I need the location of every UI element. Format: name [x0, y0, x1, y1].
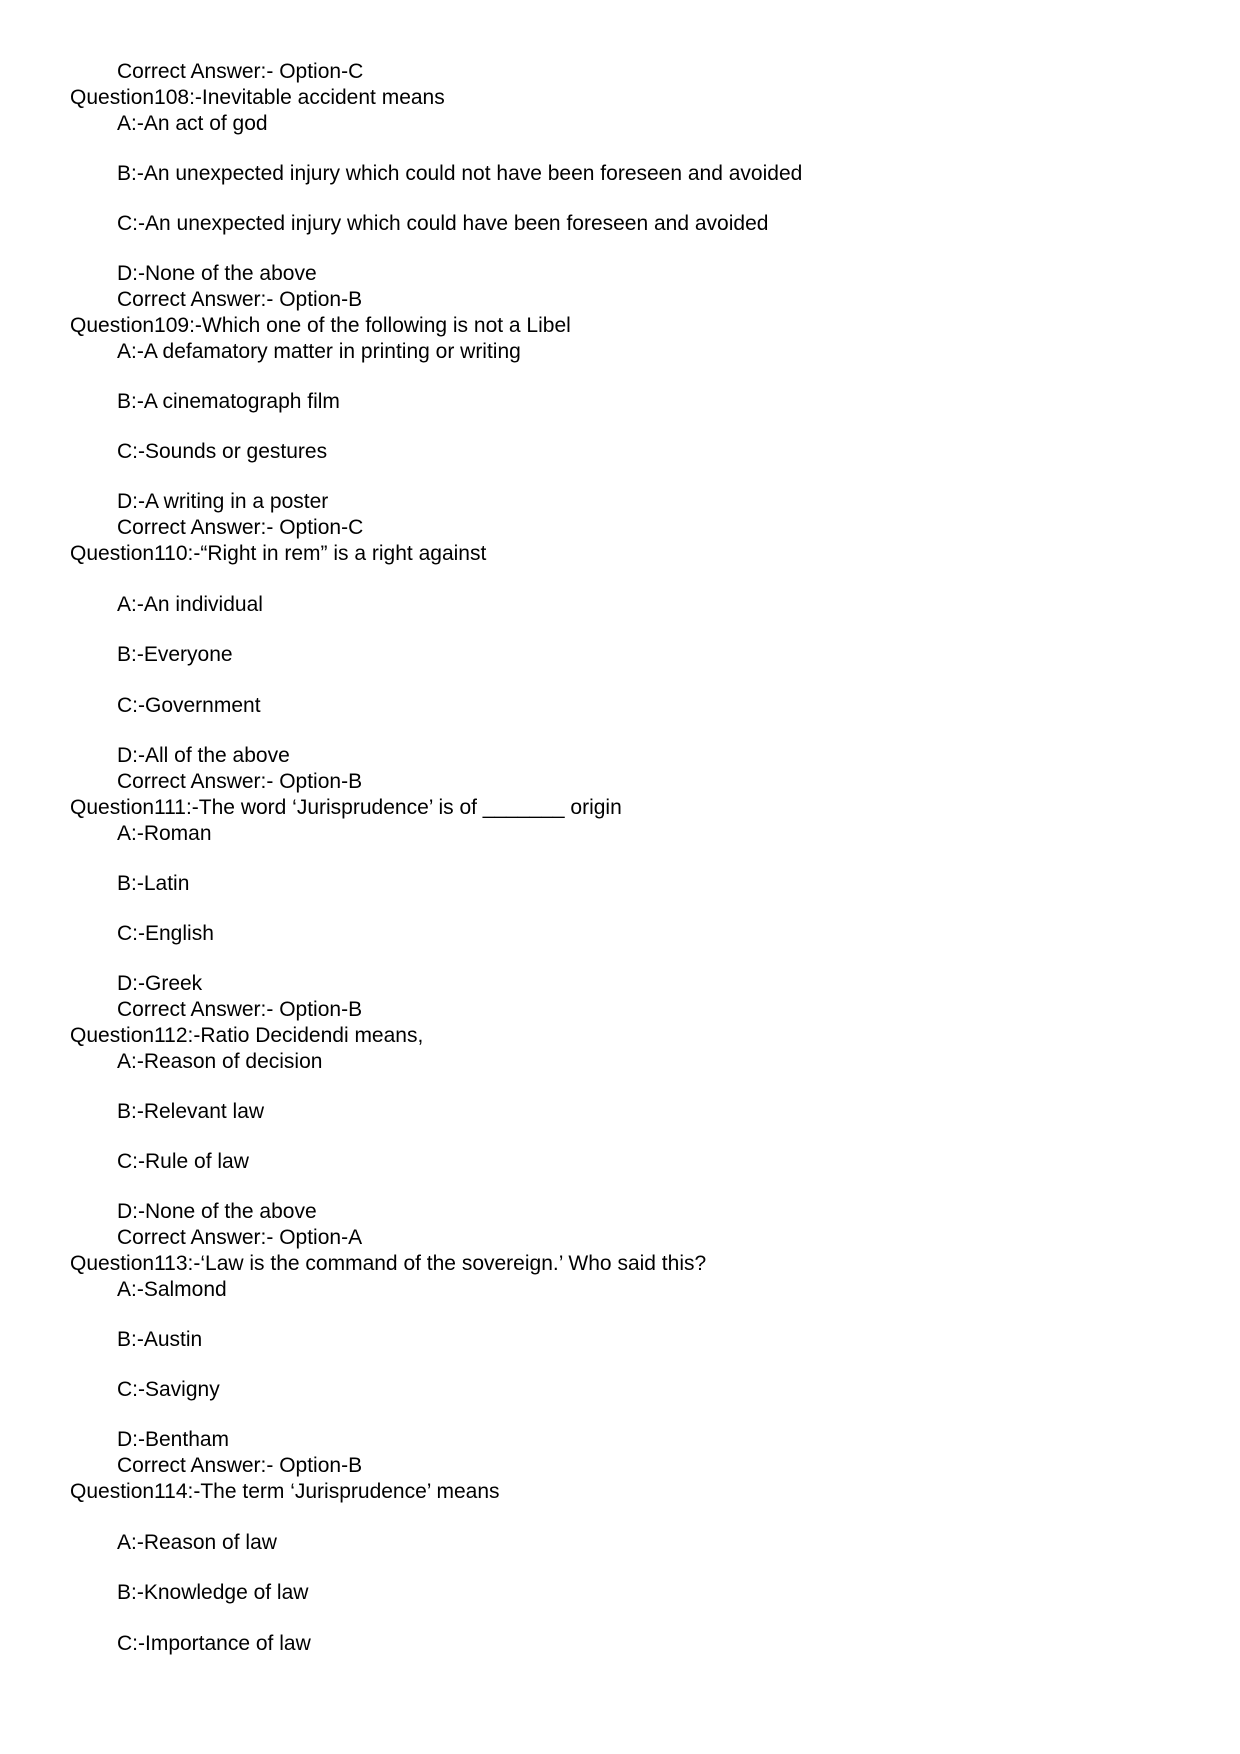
q108-option-c: C:-An unexpected injury which could have been foreseen and avoided [117, 212, 769, 235]
q113-option-d: D:-Bentham [117, 1428, 230, 1451]
q113-option-b: B:-Austin [117, 1328, 203, 1351]
q109-option-a: A:-A defamatory matter in printing or writing [117, 340, 521, 363]
q108-option-a: A:-An act of god [117, 112, 268, 135]
q113-option-c: C:-Savigny [117, 1378, 220, 1401]
q111-option-d: D:-Greek [117, 972, 203, 995]
question-109: Question109:-Which one of the following is not a Libel [70, 314, 571, 337]
q112-option-d: D:-None of the above [117, 1200, 317, 1223]
q108-correct-answer: Correct Answer:- Option-B [117, 288, 363, 311]
q111-option-b: B:-Latin [117, 872, 190, 895]
q110-correct-answer: Correct Answer:- Option-B [117, 770, 363, 793]
question-112: Question112:-Ratio Decidendi means, [70, 1024, 424, 1047]
q112-option-c: C:-Rule of law [117, 1150, 249, 1173]
q113-correct-answer: Correct Answer:- Option-B [117, 1454, 363, 1477]
q109-option-b: B:-A cinematograph film [117, 390, 340, 413]
q110-option-a: A:-An individual [117, 593, 263, 616]
q109-correct-answer: Correct Answer:- Option-C [117, 516, 364, 539]
q114-option-c: C:-Importance of law [117, 1632, 311, 1655]
q109-option-d: D:-A writing in a poster [117, 490, 329, 513]
correct-answer-107: Correct Answer:- Option-C [117, 60, 364, 83]
q108-option-d: D:-None of the above [117, 262, 317, 285]
q114-option-a: A:-Reason of law [117, 1531, 277, 1554]
q112-correct-answer: Correct Answer:- Option-A [117, 1226, 363, 1249]
q110-option-c: C:-Government [117, 694, 261, 717]
q111-option-c: C:-English [117, 922, 214, 945]
q109-option-c: C:-Sounds or gestures [117, 440, 328, 463]
q111-option-a: A:-Roman [117, 822, 212, 845]
q113-option-a: A:-Salmond [117, 1278, 227, 1301]
q114-option-b: B:-Knowledge of law [117, 1581, 309, 1604]
question-108: Question108:-Inevitable accident means [70, 86, 445, 109]
q110-option-b: B:-Everyone [117, 643, 233, 666]
question-110: Question110:-“Right in rem” is a right against [70, 542, 487, 565]
q110-option-d: D:-All of the above [117, 744, 290, 767]
question-113: Question113:-‘Law is the command of the sovereign.’ Who said this? [70, 1252, 707, 1275]
q112-option-a: A:-Reason of decision [117, 1050, 323, 1073]
question-114: Question114:-The term ‘Jurisprudence’ means [70, 1480, 500, 1503]
q112-option-b: B:-Relevant law [117, 1100, 265, 1123]
q111-correct-answer: Correct Answer:- Option-B [117, 998, 363, 1021]
question-111: Question111:-The word ‘Jurisprudence’ is of _______ origin [70, 796, 622, 819]
q108-option-b: B:-An unexpected injury which could not have been foreseen and avoided [117, 162, 803, 185]
